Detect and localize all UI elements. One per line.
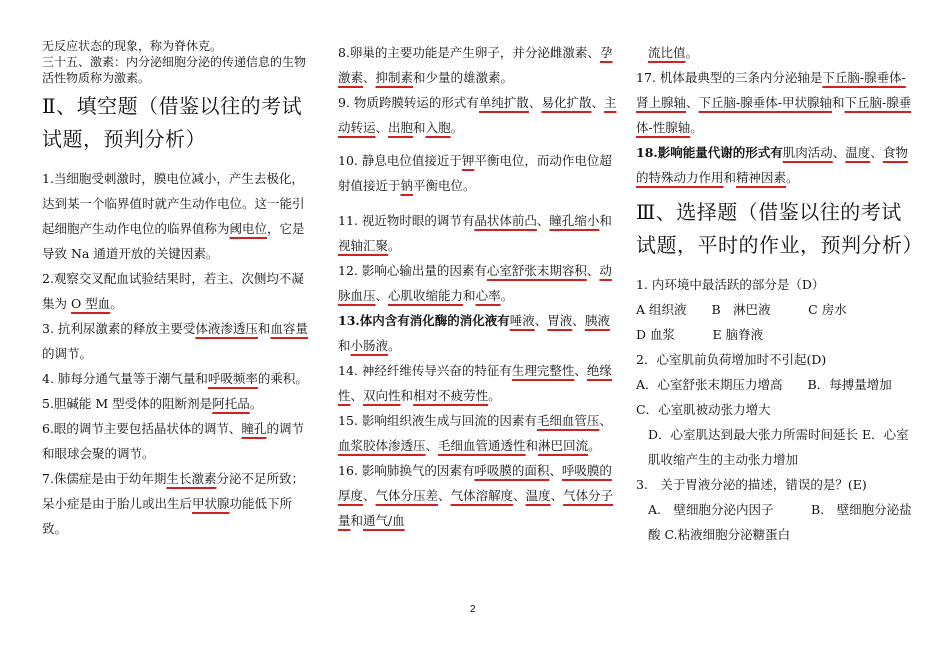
choice-3-options: A. 壁细胞分泌内因子 B. 壁细胞分泌盐酸 C.粘液细胞分泌糖蛋白: [648, 502, 912, 542]
question-1: 1.当细胞受刺激时，膜电位减小，产生去极化，达到某一个临界值时就产生动作电位。这一能引起细胞产生动作电位的临界值称为阈电位，它是导致 Na 通道开放的关键因素。: [42, 171, 305, 261]
choice-question-3: 3. 关于胃液分泌的描述，错误的是？(E): [636, 477, 867, 492]
answer-2: O 型血: [70, 296, 111, 311]
choice-1-options-d-e: D 血浆 E 脑脊液: [636, 327, 764, 342]
question-18: 18.影响能量代谢的形式有肌肉活动、温度、食物的特殊动力作用和精神因素。: [636, 145, 908, 185]
question-6: 6.眼的调节主要包括晶状体的调节、瞳孔的调节和眼球会聚的调节。: [42, 421, 304, 461]
question-3: 3. 抗利尿激素的释放主要受体液渗透压和血容量的调节。: [42, 321, 308, 361]
section-heading-multiple-choice: Ⅲ、选择题（借鉴以往的考试试题，平时的作业，预判分析）: [636, 200, 923, 257]
question-2: 2.观察交叉配血试验结果时，若主、次侧均不凝集为 O 型血。: [42, 271, 304, 311]
question-10: 10. 静息电位值接近于钾平衡电位，而动作电位超射值接近于钠平衡电位。: [338, 153, 612, 193]
choice-question-1: 1. 内环境中最活跃的部分是（D）: [636, 277, 825, 292]
question-16: 16. 影响肺换气的因素有呼吸膜的面积、呼吸膜的厚度、气体分压差、气体溶解度、温度、气体分子量和通气/血: [338, 463, 614, 528]
page-number: 2: [470, 604, 476, 615]
question-5: 5.胆碱能 M 型受体的阻断剂是阿托品。: [42, 396, 263, 411]
question-4: 4. 肺每分通气量等于潮气量和呼吸频率的乘积。: [42, 371, 308, 386]
answer-1: 阈电位: [229, 221, 268, 236]
question-15: 15. 影响组织液生成与回流的因素有毛细血管压、血浆胶体渗透压、毛细血管通透性和淋巴回流。: [338, 413, 612, 453]
question-16-continued: 流比值。: [648, 45, 699, 60]
column-left: [42, 0, 312, 541]
choice-question-2: 2．心室肌前负荷增加时不引起(D): [636, 352, 827, 367]
question-7: 7.侏儒症是由于幼年期生长激素分泌不足所致；呆小症是由于胎儿或出生后甲状腺功能低下所致。: [42, 471, 304, 536]
question-9: 9. 物质跨膜转运的形式有单纯扩散、易化扩散、主动转运、出胞和入胞。: [338, 95, 617, 135]
section-heading-fill-in: Ⅱ、填空题（借鉴以往的考试试题，预判分析）: [42, 94, 303, 151]
paragraph-intro-2: 三十五、激素：内分泌细胞分泌的传递信息的生物活性物质称为激素。: [42, 55, 307, 85]
choice-1-options-a-c: A 组织液 B 淋巴液 C 房水: [636, 302, 847, 317]
column-middle: [338, 40, 618, 533]
question-14: 14. 神经纤维传导兴奋的特征有生理完整性、绝缘性、双向性和相对不疲劳性。: [338, 363, 612, 403]
choice-2-option-c: C．心室肌被动张力增大: [636, 402, 771, 417]
question-11: 11. 视近物时眼的调节有晶状体前凸、瞳孔缩小和视轴汇聚。: [338, 213, 612, 253]
question-13: 13.体内含有消化酶的消化液有唾液、胃液、胰液和小肠液。: [338, 313, 610, 353]
choice-2-options-a-b: A．心室舒张末期压力增高 B．每搏量增加: [636, 377, 892, 392]
question-12: 12. 影响心输出量的因素有心室舒张末期容积、动脉血压、心肌收缩能力和心率。: [338, 263, 612, 303]
column-right: [636, 40, 923, 547]
paragraph-intro-1: 无反应状态的现象，称为脊休克。: [42, 39, 223, 53]
question-17: 17. 机体最典型的三条内分泌轴是下丘脑-腺垂体-肾上腺轴、下丘脑-腺垂体-甲状腺轴和下丘脑-腺垂体-性腺轴。: [636, 70, 912, 135]
choice-2-options-d-e: D．心室肌达到最大张力所需时间延长 E．心室肌收缩产生的主动张力增加: [648, 427, 909, 467]
question-8: 8.卵巢的主要功能是产生卵子，并分泌雌激素、孕激素、抑制素和少量的雄激素。: [338, 45, 613, 85]
